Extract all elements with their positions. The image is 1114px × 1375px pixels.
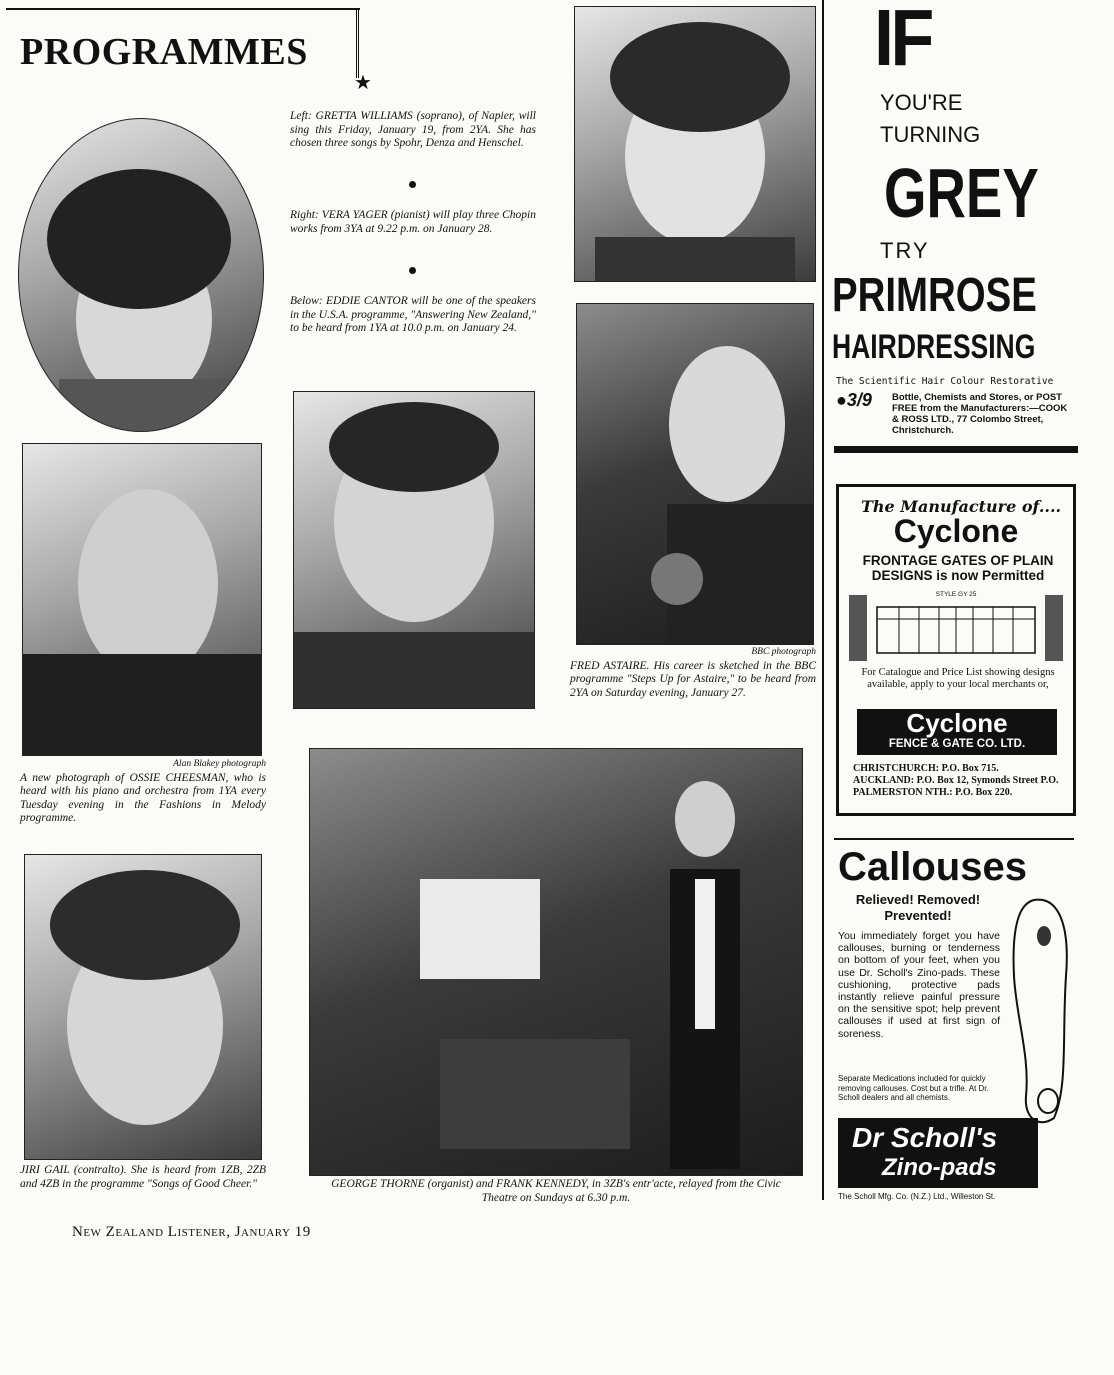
ad-primrose-brand: PRIMROSE (832, 269, 1037, 322)
ad-primrose-tagline: The Scientific Hair Colour Restorative (836, 376, 1054, 387)
ad-scholl-headline: Callouses (838, 845, 1027, 889)
ad-cyclone-intro: The Manufacture of.... (861, 497, 1062, 516)
ad-primrose-grey: GREY (884, 154, 1039, 232)
ad-scholl-top-rule (834, 838, 1074, 840)
photo-credit: BBC photograph (751, 647, 816, 657)
ad-scholl-small: Separate Medications included for quickly removing callouses. Cost but a trifle. At Dr. Scholl dealers and all chemists. (838, 1074, 989, 1102)
ad-dr-scholl (834, 838, 1074, 1208)
caption-george: GEORGE THORNE (organist) and FRANK KENNEDY, in 3ZB's entr'acte, relayed from the Civic Theatre on Sundays at 6.30 p.m. (331, 1178, 781, 1204)
ad-scholl-sub: Relieved! Removed! Prevented! (855, 892, 981, 923)
caption-fred (570, 646, 816, 700)
photo-credit: Alan Blakey photograph (173, 759, 266, 769)
bullet-dot: ● (836, 390, 847, 410)
page-title: PROGRAMMES (20, 31, 308, 73)
ad-cyclone-headline: FRONTAGE GATES OF PLAIN DESIGNS is now Permitted (862, 553, 1054, 583)
ad-primrose-price (836, 390, 872, 411)
ad-cyclone-body: For Catalogue and Price List showing designs available, apply to your local merchants or, (861, 667, 1055, 690)
photo-vera-yager (574, 6, 816, 282)
ad-primrose-price-value: 3/9 (846, 390, 872, 410)
caption-eddie: Below: EDDIE CANTOR will be one of the speakers in the U.S.A. programme, "Answering New Zealand," to be heard from 1YA at 10.0 p.m. on January 24. (290, 295, 536, 334)
ad-scholl-brand-2: Zino-pads (882, 1154, 997, 1181)
foot-illustration (1004, 896, 1074, 1126)
ad-primrose-turning: TURNING (880, 122, 981, 147)
ad-cyclone-addr-2: AUCKLAND: P.O. Box 12, Symonds Street P.O. (853, 775, 1059, 786)
ad-cyclone-addr-1: CHRISTCHURCH: P.O. Box 715. (853, 763, 999, 774)
footer-running-head: New Zealand Listener, January 19 (72, 1224, 311, 1240)
ad-cyclone-brand-2: Cyclone (906, 708, 1008, 738)
ad-primrose-details: Bottle, Chemists and Stores, or POST FREE from the Manufacturers:—COOK & ROSS LTD., 77 Colombo Street, Christchurch. (892, 392, 1068, 436)
caption-fred-text: FRED ASTAIRE. His career is sketched in the BBC programme "Steps Up for Astaire," to be heard from 2YA on Saturday evening, January 27. (570, 659, 816, 699)
ad-scholl-body: You immediately forget you have callouses, burning or tenderness on bottom of your feet, when you use Dr. Scholl's Zino-pads. These cushioning, protective pads instantly relieve painful pressure on the sensitive spot; help prevent callouses if used at first sign of soreness. (838, 930, 1000, 1040)
ad-cyclone-addr-3: PALMERSTON NTH.: P.O. Box 220. (853, 787, 1013, 798)
photo-gretta-williams (18, 118, 264, 432)
photo-george-thorne-frank-kennedy (309, 748, 803, 1176)
photo-ossie-cheesman (22, 443, 262, 756)
ad-cyclone-logo-box (857, 709, 1057, 755)
caption-ossie (20, 758, 266, 826)
ad-primrose-if: IF (874, 0, 931, 82)
ad-primrose-rule (834, 446, 1078, 453)
header-rule-top (6, 8, 360, 10)
ad-column-rule (822, 0, 824, 1200)
caption-gretta: Left: GRETTA WILLIAMS (soprano), of Napier, will sing this Friday, January 19, from 2YA. She has chosen three songs by Spohr, Denza and Henschel. (290, 110, 536, 149)
star-icon: ★ (354, 72, 372, 94)
photo-jiri-gail (24, 854, 262, 1160)
ad-scholl-brand-box (838, 1118, 1038, 1188)
gate-illustration (849, 591, 1063, 663)
header-rule-side (356, 8, 359, 78)
photo-fred-astaire (576, 303, 814, 645)
ad-cyclone-addresses (853, 763, 1063, 799)
caption-vera: Right: VERA YAGER (pianist) will play three Chopin works from 3YA at 9.22 p.m. on January 28. (290, 209, 536, 235)
ad-cyclone-company: FENCE & GATE CO. LTD. (888, 738, 1026, 750)
bullet-dot (409, 267, 416, 274)
ad-primrose-youre: YOU'RE (880, 90, 963, 115)
ad-scholl-brand-1: Dr Scholl's (852, 1122, 998, 1153)
ad-cyclone-brand: Cyclone (893, 513, 1019, 549)
ad-cyclone (836, 484, 1076, 816)
ad-scholl-footer: The Scholl Mfg. Co. (N.Z.) Ltd., Willeston St. (838, 1192, 996, 1201)
ad-primrose-product: HAIRDRESSING (832, 328, 1036, 366)
caption-ossie-text: A new photograph of OSSIE CHEESMAN, who is heard with his piano and orchestra from 1YA every Tuesday evening in the Fashions in Melody programme. (20, 771, 266, 824)
photo-eddie-cantor (293, 391, 535, 709)
ad-primrose-try: TRY (880, 238, 930, 263)
caption-jiri: JIRI GAIL (contralto). She is heard from 1ZB, 2ZB and 4ZB in the programme "Songs of Good Cheer." (20, 1164, 266, 1190)
ad-primrose (832, 0, 1078, 460)
ad-cyclone-style: STYLE GY 25 (935, 591, 977, 598)
bullet-dot (409, 181, 416, 188)
